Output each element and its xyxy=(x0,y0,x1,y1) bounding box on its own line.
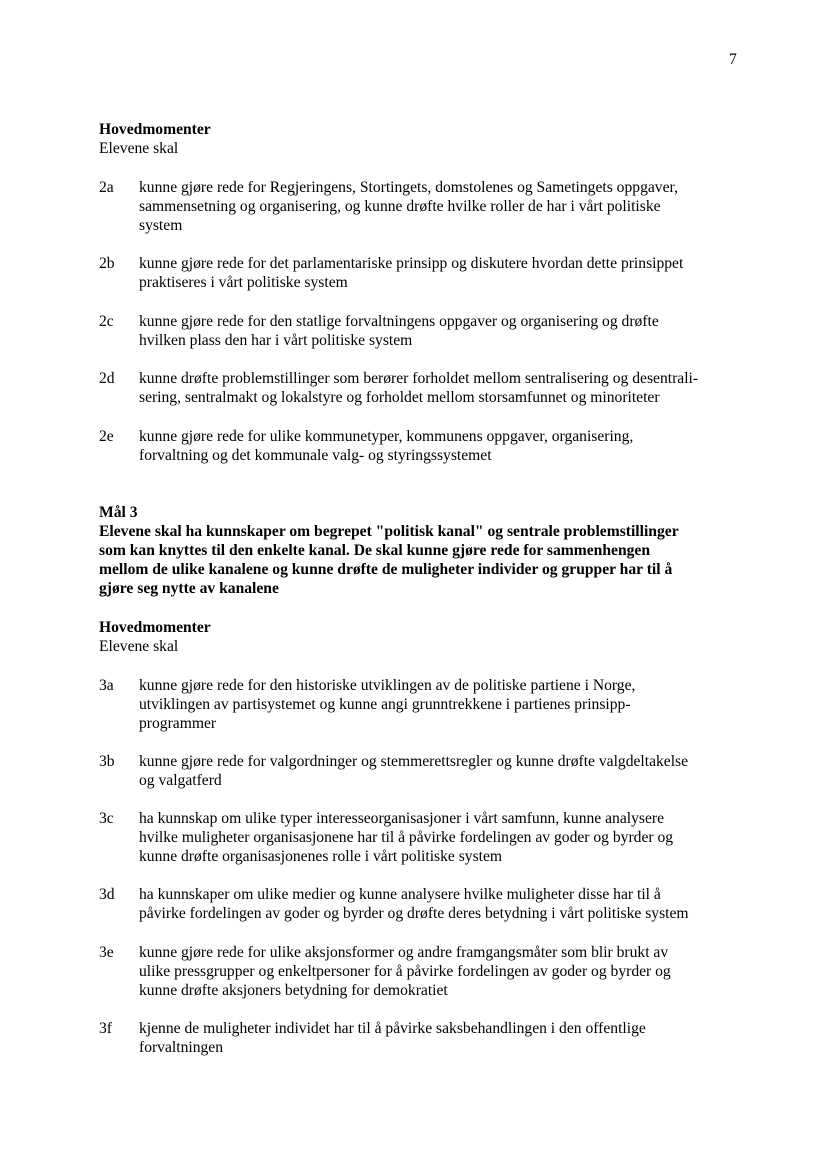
item-line: sering, sentralmakt og lokalstyre og forholdet mellom storsamfunnet og minoriteter xyxy=(139,389,660,406)
item-line: kunne gjøre rede for det parlamentariske prinsipp og diskutere hvordan dette prinsippet xyxy=(139,255,684,272)
item-line: kunne gjøre rede for ulike kommunetyper, kommunens oppgaver, organisering, xyxy=(139,428,634,445)
section2-intro: Elevene skal xyxy=(99,638,179,655)
item-code: 3e xyxy=(99,944,114,961)
goal3-line: gjøre seg nytte av kanalene xyxy=(99,580,279,597)
item-line: forvaltningen xyxy=(139,1039,224,1056)
item-text xyxy=(139,809,744,866)
item-line: kunne gjøre rede for den statlige forvaltningens oppgaver og organisering og drøfte xyxy=(139,313,659,330)
item-code: 3b xyxy=(99,753,115,770)
item-line: programmer xyxy=(139,715,217,732)
goal3-title: Mål 3 xyxy=(99,504,138,521)
item-text xyxy=(139,178,744,235)
item-code: 2e xyxy=(99,428,114,445)
section1-header xyxy=(99,120,749,158)
goal3 xyxy=(99,503,749,598)
goal3-line: Elevene skal ha kunnskaper om begrepet "politisk kanal" og sentrale problemstillinger xyxy=(99,523,679,540)
item-text xyxy=(139,943,744,1000)
item-code: 2a xyxy=(99,179,114,196)
item-line: påvirke fordelingen av goder og byrder og drøfte deres betydning i vårt politiske system xyxy=(139,905,689,922)
item-code: 3c xyxy=(99,810,114,827)
item-text xyxy=(139,254,744,292)
item-line: kunne gjøre rede for ulike aksjonsformer og andre framgangsmåter som blir brukt av xyxy=(139,944,669,961)
item-line: praktiseres i vårt politiske system xyxy=(139,274,348,291)
item-line: utviklingen av partisystemet og kunne angi grunntrekkene i partienes prinsipp- xyxy=(139,696,631,713)
item-code: 2b xyxy=(99,255,115,272)
goal3-line: mellom de ulike kanalene og kunne drøfte de muligheter individer og grupper har til å xyxy=(99,561,673,578)
item-text xyxy=(139,427,744,465)
item-text xyxy=(139,369,744,407)
item-line: ulike pressgrupper og enkeltpersoner for å påvirke fordelingen av goder og byrder og xyxy=(139,963,671,980)
item-line: kjenne de muligheter individet har til å påvirke saksbehandlingen i den offentlige xyxy=(139,1020,646,1037)
item-code: 2c xyxy=(99,313,114,330)
item-code: 2d xyxy=(99,370,115,387)
section1-intro: Elevene skal xyxy=(99,140,179,157)
item-line: system xyxy=(139,217,183,234)
item-code: 3f xyxy=(99,1020,112,1037)
item-line: kunne gjøre rede for valgordninger og stemmerettsregler og kunne drøfte valgdeltakelse xyxy=(139,753,689,770)
item-line: forvaltning og det kommunale valg- og styringssystemet xyxy=(139,447,492,464)
item-line: hvilken plass den har i vårt politiske system xyxy=(139,332,413,349)
item-line: ha kunnskap om ulike typer interesseorganisasjoner i vårt samfunn, kunne analysere xyxy=(139,810,664,827)
section1-heading: Hovedmomenter xyxy=(99,121,211,138)
goal3-line: som kan knyttes til den enkelte kanal. De skal kunne gjøre rede for sammenhengen xyxy=(99,542,651,559)
goal3-text xyxy=(99,522,739,598)
item-line: sammensetning og organisering, og kunne drøfte hvilke roller de har i vårt politiske xyxy=(139,198,661,215)
item-code: 3a xyxy=(99,677,114,694)
item-code: 3d xyxy=(99,886,115,903)
item-text xyxy=(139,885,744,923)
item-line: kunne gjøre rede for Regjeringens, Stortingets, domstolenes og Sametingets oppgaver, xyxy=(139,179,678,196)
section2-heading: Hovedmomenter xyxy=(99,619,211,636)
section2-header xyxy=(99,618,749,656)
item-text xyxy=(139,312,744,350)
item-text xyxy=(139,676,744,733)
item-line: kunne drøfte problemstillinger som berører forholdet mellom sentralisering og desentrali- xyxy=(139,370,699,387)
item-line: kunne gjøre rede for den historiske utviklingen av de politiske partiene i Norge, xyxy=(139,677,636,694)
item-line: ha kunnskaper om ulike medier og kunne analysere hvilke muligheter disse har til å xyxy=(139,886,661,903)
item-line: kunne drøfte aksjoners betydning for demokratiet xyxy=(139,982,448,999)
item-line: og valgatferd xyxy=(139,772,222,789)
item-text xyxy=(139,752,744,790)
item-text xyxy=(139,1019,744,1057)
item-line: kunne drøfte organisasjonenes rolle i vårt politiske system xyxy=(139,848,503,865)
page-number: 7 xyxy=(729,51,737,68)
item-line: hvilke muligheter organisasjonene har til å påvirke fordelingen av goder og byrder og xyxy=(139,829,674,846)
